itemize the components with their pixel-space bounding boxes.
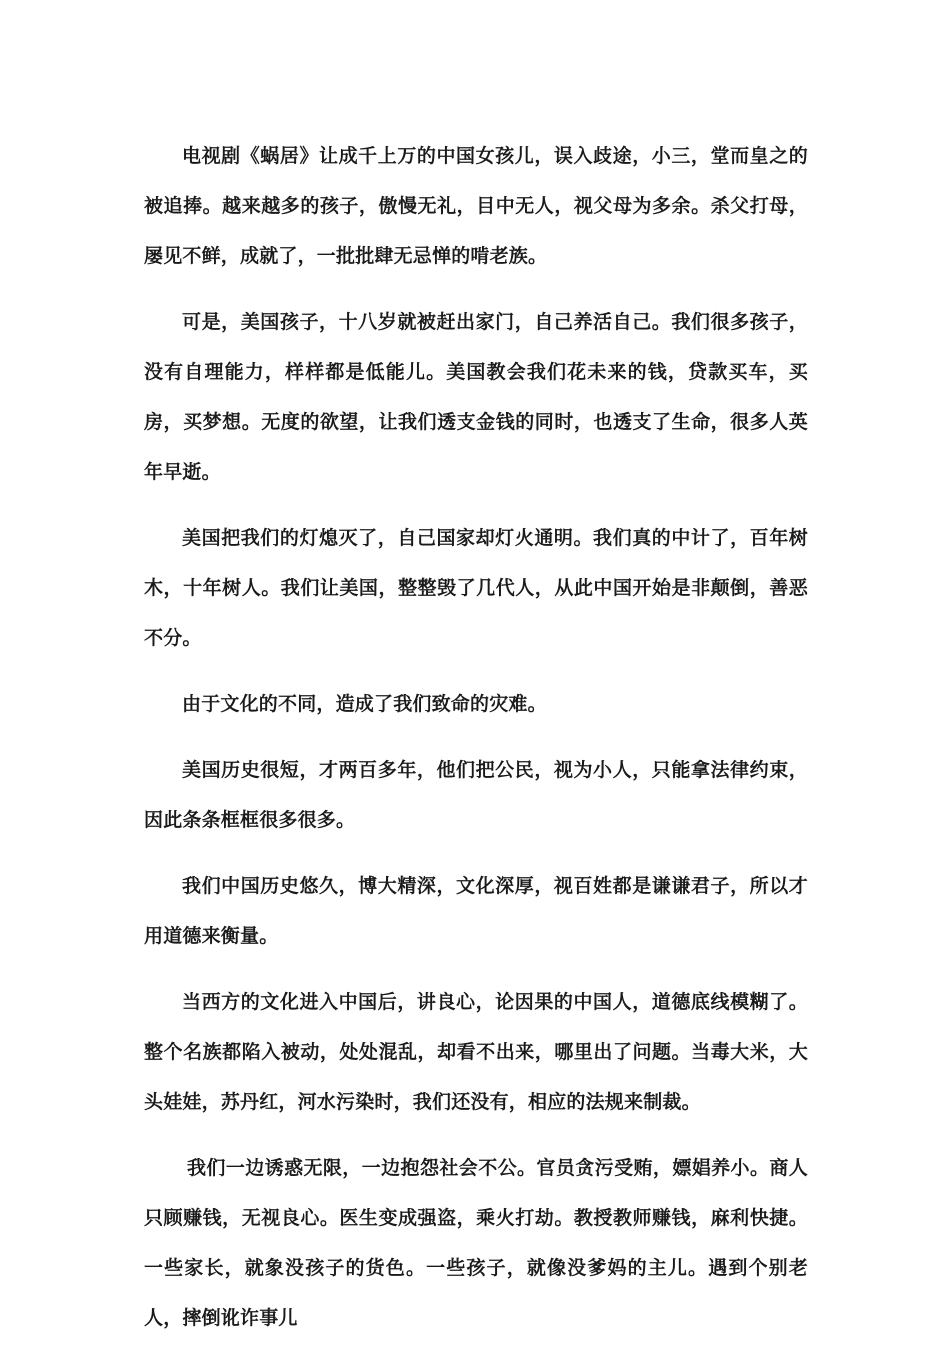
paragraph: 电视剧《蜗居》让成千上万的中国女孩儿，误入歧途，小三，堂而皇之的被追捧。越来越多的孩子，傲慢无礼，目中无人，视父母为多余。杀父打母，屡见不鲜，成就了，一批批肆无忌惮的啃老族。 xyxy=(144,145,808,267)
paragraph: 可是，美国孩子，十八岁就被赶出家门，自己养活自己。我们很多孩子，没有自理能力，样样都是低能儿。美国教会我们花未来的钱，贷款买车，买房，买梦想。无度的欲望，让我们透支金钱的同时，也透支了生命，很多人英年早逝。 xyxy=(144,311,808,483)
paragraph: 我们一边诱惑无限，一边抱怨社会不公。官员贪污受贿，嫖娼养小。商人只顾赚钱，无视良心。医生变成强盗，乘火打劫。教授教师赚钱，麻利快捷。一些家长，就象没孩子的货色。一些孩子，就像没爹妈的主儿。遇到个别老人，摔倒讹诈事儿 xyxy=(144,1157,808,1329)
paragraph: 美国把我们的灯熄灭了，自己国家却灯火通明。我们真的中计了，百年树木，十年树人。我们让美国，整整毁了几代人，从此中国开始是非颠倒，善恶不分。 xyxy=(144,527,808,649)
paragraph: 由于文化的不同，造成了我们致命的灾难。 xyxy=(182,693,547,715)
paragraph: 当西方的文化进入中国后，讲良心，论因果的中国人，道德底线模糊了。整个名族都陷入被动，处处混乱，却看不出来，哪里出了问题。当毒大米，大头娃娃，苏丹红，河水污染时，我们还没有，相应的法规来制裁。 xyxy=(144,991,808,1113)
paragraph: 美国历史很短，才两百多年，他们把公民，视为小人，只能拿法律约束，因此条条框框很多很多。 xyxy=(144,759,808,831)
document-body xyxy=(144,131,808,1359)
paragraph: 我们中国历史悠久，博大精深，文化深厚，视百姓都是谦谦君子，所以才用道德来衡量。 xyxy=(144,875,808,947)
